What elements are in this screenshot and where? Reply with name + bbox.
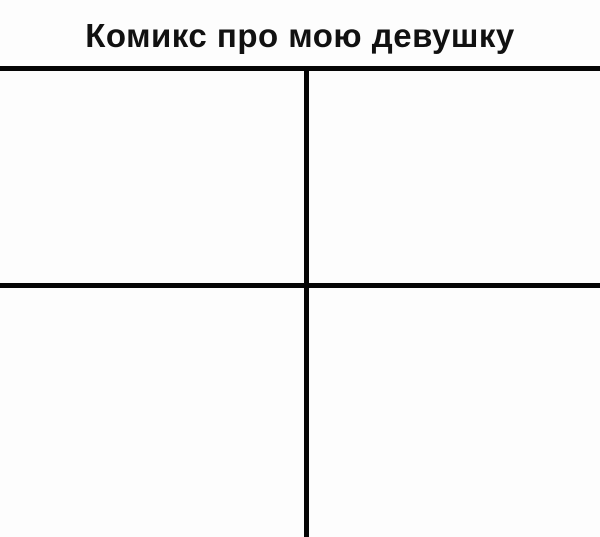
- comic-panel-bottom-right: [309, 288, 600, 537]
- comic-grid: [0, 66, 600, 537]
- comic-panel-top-right: [309, 71, 600, 288]
- comic-title: Комикс про мою девушку: [85, 17, 515, 54]
- comic-panel-bottom-left: [0, 288, 309, 537]
- comic-panel-top-left: [0, 71, 309, 288]
